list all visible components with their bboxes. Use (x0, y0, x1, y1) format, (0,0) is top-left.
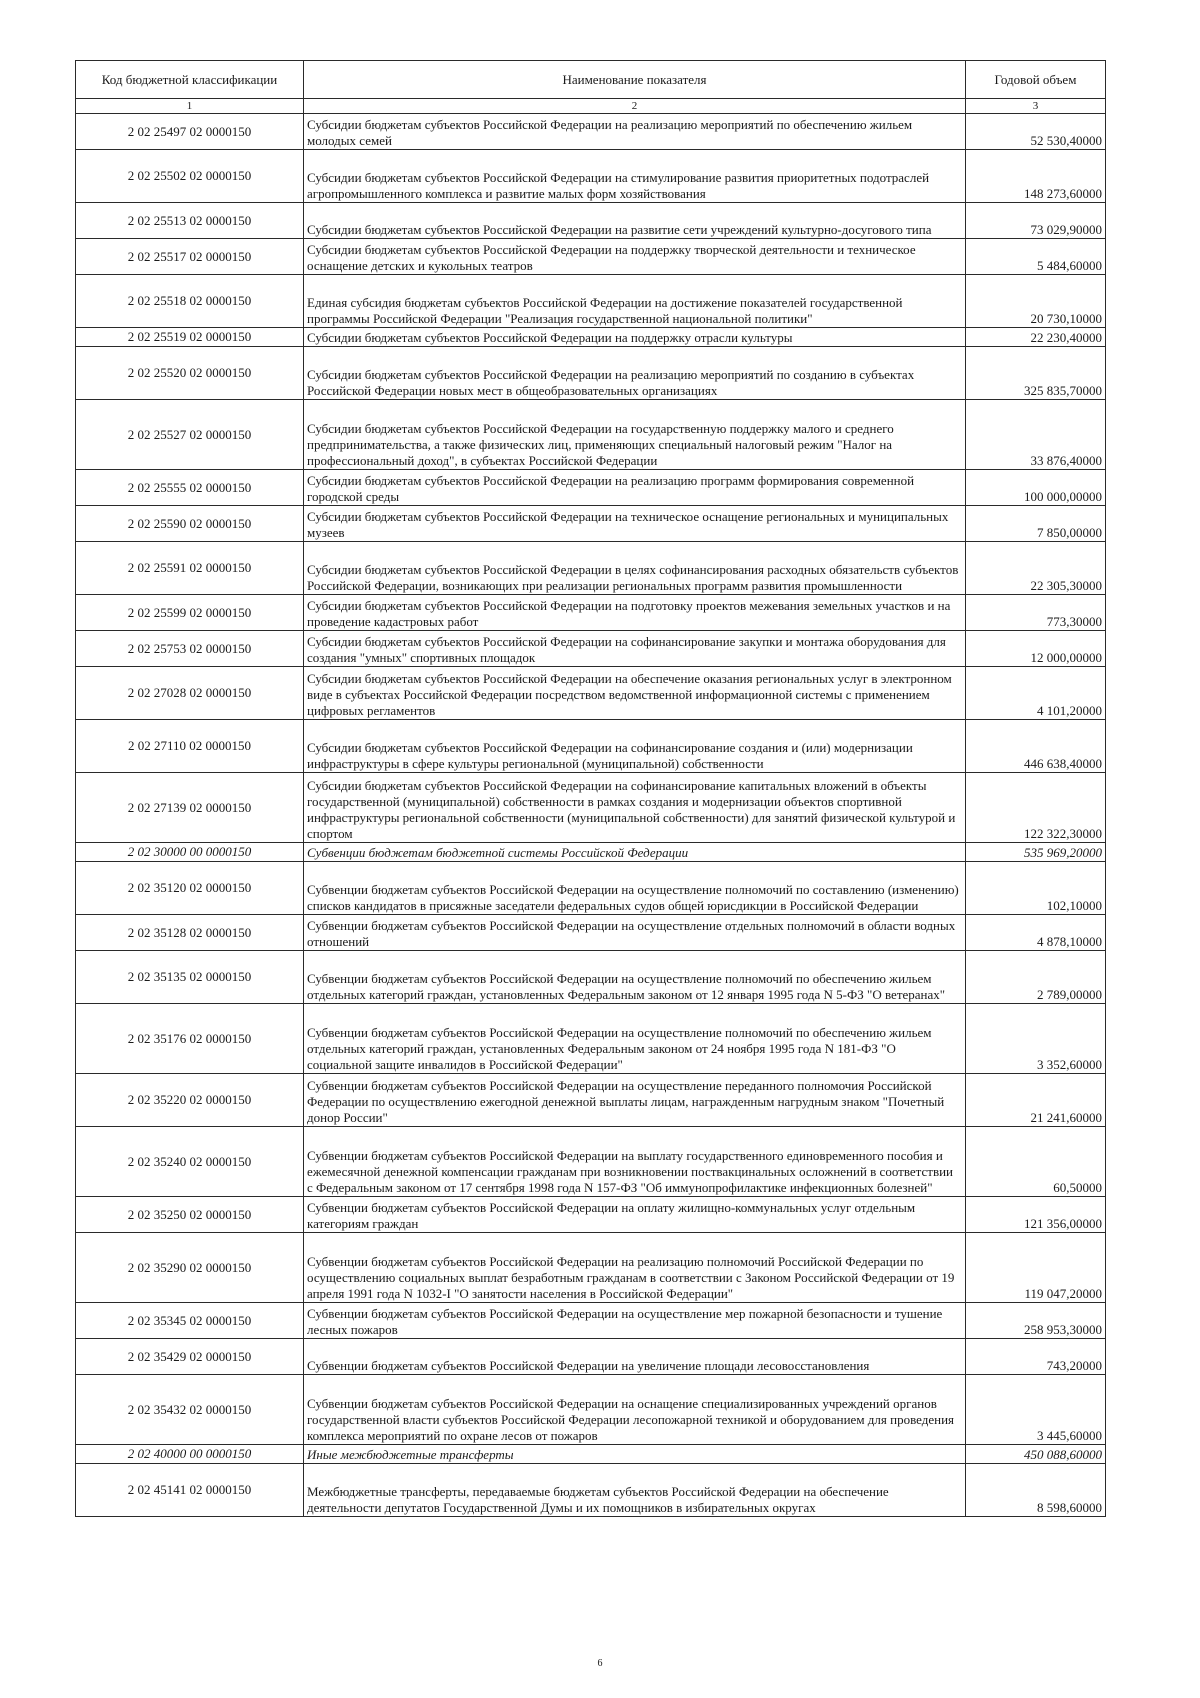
budget-code-cell: 2 02 25517 02 0000150 (76, 239, 304, 275)
budget-code-cell: 2 02 25527 02 0000150 (76, 400, 304, 470)
table-row (76, 1127, 1106, 1197)
table-row (76, 239, 1106, 275)
table-row (76, 1233, 1106, 1303)
table-row (76, 1464, 1106, 1517)
budget-code-cell: 2 02 35135 02 0000150 (76, 951, 304, 1004)
indicator-name-cell: Субсидии бюджетам субъектов Российской Федерации на поддержку отрасли культуры (304, 328, 966, 347)
indicator-name-cell: Субвенции бюджетам субъектов Российской Федерации на увеличение площади лесовосстановления (304, 1339, 966, 1375)
indicator-name-cell: Субвенции бюджетам субъектов Российской Федерации на реализацию полномочий Российской Федерации по осуществлению социальных выплат безработным гражданам в соответствии с Законом Российской Федерации от 19 апреля 1991 года N 1032-I "О занятости населения в Российской Федерации" (304, 1233, 966, 1303)
annual-amount-cell: 148 273,60000 (966, 150, 1106, 203)
annual-amount-cell: 102,10000 (966, 862, 1106, 915)
table-row (76, 328, 1106, 347)
table-row (76, 1197, 1106, 1233)
indicator-name-cell: Субсидии бюджетам субъектов Российской Федерации на обеспечение оказания региональных услуг в электронном виде в субъектах Российской Федерации посредством ведомственной информационной системы с применением цифровых регламентов (304, 667, 966, 720)
table-row (76, 1375, 1106, 1445)
budget-code-cell: 2 02 30000 00 0000150 (76, 843, 304, 862)
annual-amount-cell: 4 878,10000 (966, 915, 1106, 951)
annual-amount-cell: 73 029,90000 (966, 203, 1106, 239)
table-row (76, 275, 1106, 328)
table-row (76, 843, 1106, 862)
budget-table (75, 60, 1106, 1517)
indicator-name-cell: Субсидии бюджетам субъектов Российской Федерации на подготовку проектов межевания земельных участков и на проведение кадастровых работ (304, 595, 966, 631)
annual-amount-cell: 60,50000 (966, 1127, 1106, 1197)
annual-amount-cell: 258 953,30000 (966, 1303, 1106, 1339)
indicator-name-cell: Субсидии бюджетам субъектов Российской Федерации на стимулирование развития приоритетных подотраслей агропромышленного комплекса и развитие малых форм хозяйствования (304, 150, 966, 203)
indicator-name-cell: Субсидии бюджетам субъектов Российской Федерации на софинансирование капитальных вложений в объекты государственной (муниципальной) собственности в рамках создания и модернизации объектов спортивной инфраструктуры региональной собственности (муниципальной собственности) для занятий физической культурой и спортом (304, 773, 966, 843)
annual-amount-cell: 119 047,20000 (966, 1233, 1106, 1303)
table-row (76, 203, 1106, 239)
annual-amount-cell: 743,20000 (966, 1339, 1106, 1375)
annual-amount-cell: 7 850,00000 (966, 506, 1106, 542)
column-number-row (76, 99, 1106, 114)
indicator-name-cell: Субсидии бюджетам субъектов Российской Федерации на реализацию мероприятий по созданию в субъектах Российской Федерации новых мест в общеобразовательных организациях (304, 347, 966, 400)
annual-amount-cell: 121 356,00000 (966, 1197, 1106, 1233)
annual-amount-cell: 22 230,40000 (966, 328, 1106, 347)
indicator-name-cell: Субсидии бюджетам субъектов Российской Федерации на государственную поддержку малого и среднего предпринимательства, а также физических лиц, применяющих специальный налоговый режим "Налог на профессиональный доход", в субъектах Российской Федерации (304, 400, 966, 470)
budget-code-cell: 2 02 25753 02 0000150 (76, 631, 304, 667)
annual-amount-cell: 3 445,60000 (966, 1375, 1106, 1445)
budget-code-cell: 2 02 25497 02 0000150 (76, 114, 304, 150)
budget-code-cell: 2 02 45141 02 0000150 (76, 1464, 304, 1517)
budget-code-cell: 2 02 25518 02 0000150 (76, 275, 304, 328)
budget-code-cell: 2 02 35429 02 0000150 (76, 1339, 304, 1375)
annual-amount-cell: 5 484,60000 (966, 239, 1106, 275)
budget-code-cell: 2 02 35250 02 0000150 (76, 1197, 304, 1233)
table-row (76, 915, 1106, 951)
budget-code-cell: 2 02 35290 02 0000150 (76, 1233, 304, 1303)
budget-code-cell: 2 02 35432 02 0000150 (76, 1375, 304, 1445)
table-row (76, 347, 1106, 400)
table-row (76, 951, 1106, 1004)
annual-amount-cell: 52 530,40000 (966, 114, 1106, 150)
indicator-name-cell: Субвенции бюджетам субъектов Российской Федерации на осуществление полномочий по обеспечению жильем отдельных категорий граждан, установленных Федеральным законом от 24 ноября 1995 года N 181-ФЗ "О социальной защите инвалидов в Российской Федерации" (304, 1004, 966, 1074)
budget-code-cell: 2 02 35240 02 0000150 (76, 1127, 304, 1197)
indicator-name-cell: Субсидии бюджетам субъектов Российской Федерации на софинансирование создания и (или) модернизации инфраструктуры в сфере культуры региональной (муниципальной) собственности (304, 720, 966, 773)
indicator-name-cell: Единая субсидия бюджетам субъектов Российской Федерации на достижение показателей государственной программы Российской Федерации "Реализация государственной национальной политики" (304, 275, 966, 328)
budget-code-cell: 2 02 25590 02 0000150 (76, 506, 304, 542)
table-row (76, 470, 1106, 506)
table-row (76, 1074, 1106, 1127)
column-number-2: 2 (304, 99, 966, 114)
annual-amount-cell: 773,30000 (966, 595, 1106, 631)
budget-code-cell: 2 02 27139 02 0000150 (76, 773, 304, 843)
budget-code-cell: 2 02 25519 02 0000150 (76, 328, 304, 347)
annual-amount-cell: 3 352,60000 (966, 1004, 1106, 1074)
indicator-name-cell: Субвенции бюджетам субъектов Российской Федерации на выплату государственного единовременного пособия и ежемесячной денежной компенсации гражданам при возникновении поствакцинальных осложнений в соответствии с Федеральным законом от 17 сентября 1998 года N 157-ФЗ "Об иммунопрофилактике инфекционных болезней" (304, 1127, 966, 1197)
budget-code-cell: 2 02 25555 02 0000150 (76, 470, 304, 506)
annual-amount-cell: 100 000,00000 (966, 470, 1106, 506)
annual-amount-cell: 2 789,00000 (966, 951, 1106, 1004)
indicator-name-cell: Субвенции бюджетам субъектов Российской Федерации на осуществление полномочий по составлению (изменению) списков кандидатов в присяжные заседатели федеральных судов общей юрисдикции в Российской Федерации (304, 862, 966, 915)
header-name: Наименование показателя (304, 61, 966, 99)
header-row (76, 61, 1106, 99)
table-row (76, 1004, 1106, 1074)
annual-amount-cell: 450 088,60000 (966, 1445, 1106, 1464)
table-row (76, 542, 1106, 595)
table-row (76, 506, 1106, 542)
header-amount: Годовой объем (966, 61, 1106, 99)
indicator-name-cell: Субвенции бюджетам субъектов Российской Федерации на осуществление переданного полномочия Российской Федерации по осуществлению ежегодной денежной выплаты лицам, награжденным нагрудным знаком "Почетный донор России" (304, 1074, 966, 1127)
budget-sheet (75, 60, 1105, 1517)
annual-amount-cell: 446 638,40000 (966, 720, 1106, 773)
table-row (76, 114, 1106, 150)
column-number-3: 3 (966, 99, 1106, 114)
indicator-name-cell: Субсидии бюджетам субъектов Российской Федерации на реализацию программ формирования современной городской среды (304, 470, 966, 506)
table-row (76, 150, 1106, 203)
table-row (76, 720, 1106, 773)
budget-code-cell: 2 02 27028 02 0000150 (76, 667, 304, 720)
budget-code-cell: 2 02 35345 02 0000150 (76, 1303, 304, 1339)
budget-code-cell: 2 02 35128 02 0000150 (76, 915, 304, 951)
indicator-name-cell: Субсидии бюджетам субъектов Российской Федерации на развитие сети учреждений культурно-досугового типа (304, 203, 966, 239)
indicator-name-cell: Иные межбюджетные трансферты (304, 1445, 966, 1464)
annual-amount-cell: 20 730,10000 (966, 275, 1106, 328)
indicator-name-cell: Субсидии бюджетам субъектов Российской Федерации на техническое оснащение региональных и муниципальных музеев (304, 506, 966, 542)
table-row (76, 1303, 1106, 1339)
indicator-name-cell: Субвенции бюджетам субъектов Российской Федерации на осуществление отдельных полномочий в области водных отношений (304, 915, 966, 951)
indicator-name-cell: Субвенции бюджетам субъектов Российской Федерации на осуществление полномочий по обеспечению жильем отдельных категорий граждан, установленных Федеральным законом от 12 января 1995 года N 5-ФЗ "О ветеранах" (304, 951, 966, 1004)
budget-code-cell: 2 02 25513 02 0000150 (76, 203, 304, 239)
table-body (76, 114, 1106, 1517)
table-row (76, 773, 1106, 843)
budget-code-cell: 2 02 35176 02 0000150 (76, 1004, 304, 1074)
column-number-1: 1 (76, 99, 304, 114)
table-row (76, 1445, 1106, 1464)
indicator-name-cell: Субсидии бюджетам субъектов Российской Федерации на софинансирование закупки и монтажа оборудования для создания "умных" спортивных площадок (304, 631, 966, 667)
annual-amount-cell: 535 969,20000 (966, 843, 1106, 862)
budget-code-cell: 2 02 25502 02 0000150 (76, 150, 304, 203)
indicator-name-cell: Субсидии бюджетам субъектов Российской Федерации на поддержку творческой деятельности и техническое оснащение детских и кукольных театров (304, 239, 966, 275)
indicator-name-cell: Субвенции бюджетам субъектов Российской Федерации на оплату жилищно-коммунальных услуг отдельным категориям граждан (304, 1197, 966, 1233)
indicator-name-cell: Субвенции бюджетам бюджетной системы Российской Федерации (304, 843, 966, 862)
budget-code-cell: 2 02 35220 02 0000150 (76, 1074, 304, 1127)
indicator-name-cell: Субсидии бюджетам субъектов Российской Федерации на реализацию мероприятий по обеспечению жильем молодых семей (304, 114, 966, 150)
table-row (76, 595, 1106, 631)
annual-amount-cell: 22 305,30000 (966, 542, 1106, 595)
header-code: Код бюджетной классификации (76, 61, 304, 99)
annual-amount-cell: 21 241,60000 (966, 1074, 1106, 1127)
table-row (76, 862, 1106, 915)
table-row (76, 667, 1106, 720)
budget-code-cell: 2 02 25591 02 0000150 (76, 542, 304, 595)
annual-amount-cell: 12 000,00000 (966, 631, 1106, 667)
annual-amount-cell: 4 101,20000 (966, 667, 1106, 720)
annual-amount-cell: 122 322,30000 (966, 773, 1106, 843)
budget-code-cell: 2 02 25599 02 0000150 (76, 595, 304, 631)
page-number: 6 (597, 1658, 603, 1669)
annual-amount-cell: 33 876,40000 (966, 400, 1106, 470)
table-row (76, 631, 1106, 667)
budget-code-cell: 2 02 35120 02 0000150 (76, 862, 304, 915)
indicator-name-cell: Субсидии бюджетам субъектов Российской Федерации в целях софинансирования расходных обязательств субъектов Российской Федерации, возникающих при реализации региональных программ развития промышленности (304, 542, 966, 595)
budget-code-cell: 2 02 27110 02 0000150 (76, 720, 304, 773)
budget-code-cell: 2 02 40000 00 0000150 (76, 1445, 304, 1464)
annual-amount-cell: 325 835,70000 (966, 347, 1106, 400)
indicator-name-cell: Субвенции бюджетам субъектов Российской Федерации на осуществление мер пожарной безопасности и тушение лесных пожаров (304, 1303, 966, 1339)
table-row (76, 1339, 1106, 1375)
table-row (76, 400, 1106, 470)
indicator-name-cell: Межбюджетные трансферты, передаваемые бюджетам субъектов Российской Федерации на обеспечение деятельности депутатов Государственной Думы и их помощников в избирательных округах (304, 1464, 966, 1517)
annual-amount-cell: 8 598,60000 (966, 1464, 1106, 1517)
indicator-name-cell: Субвенции бюджетам субъектов Российской Федерации на оснащение специализированных учреждений органов государственной власти субъектов Российской Федерации лесопожарной техникой и оборудованием для проведения комплекса мероприятий по охране лесов от пожаров (304, 1375, 966, 1445)
budget-code-cell: 2 02 25520 02 0000150 (76, 347, 304, 400)
